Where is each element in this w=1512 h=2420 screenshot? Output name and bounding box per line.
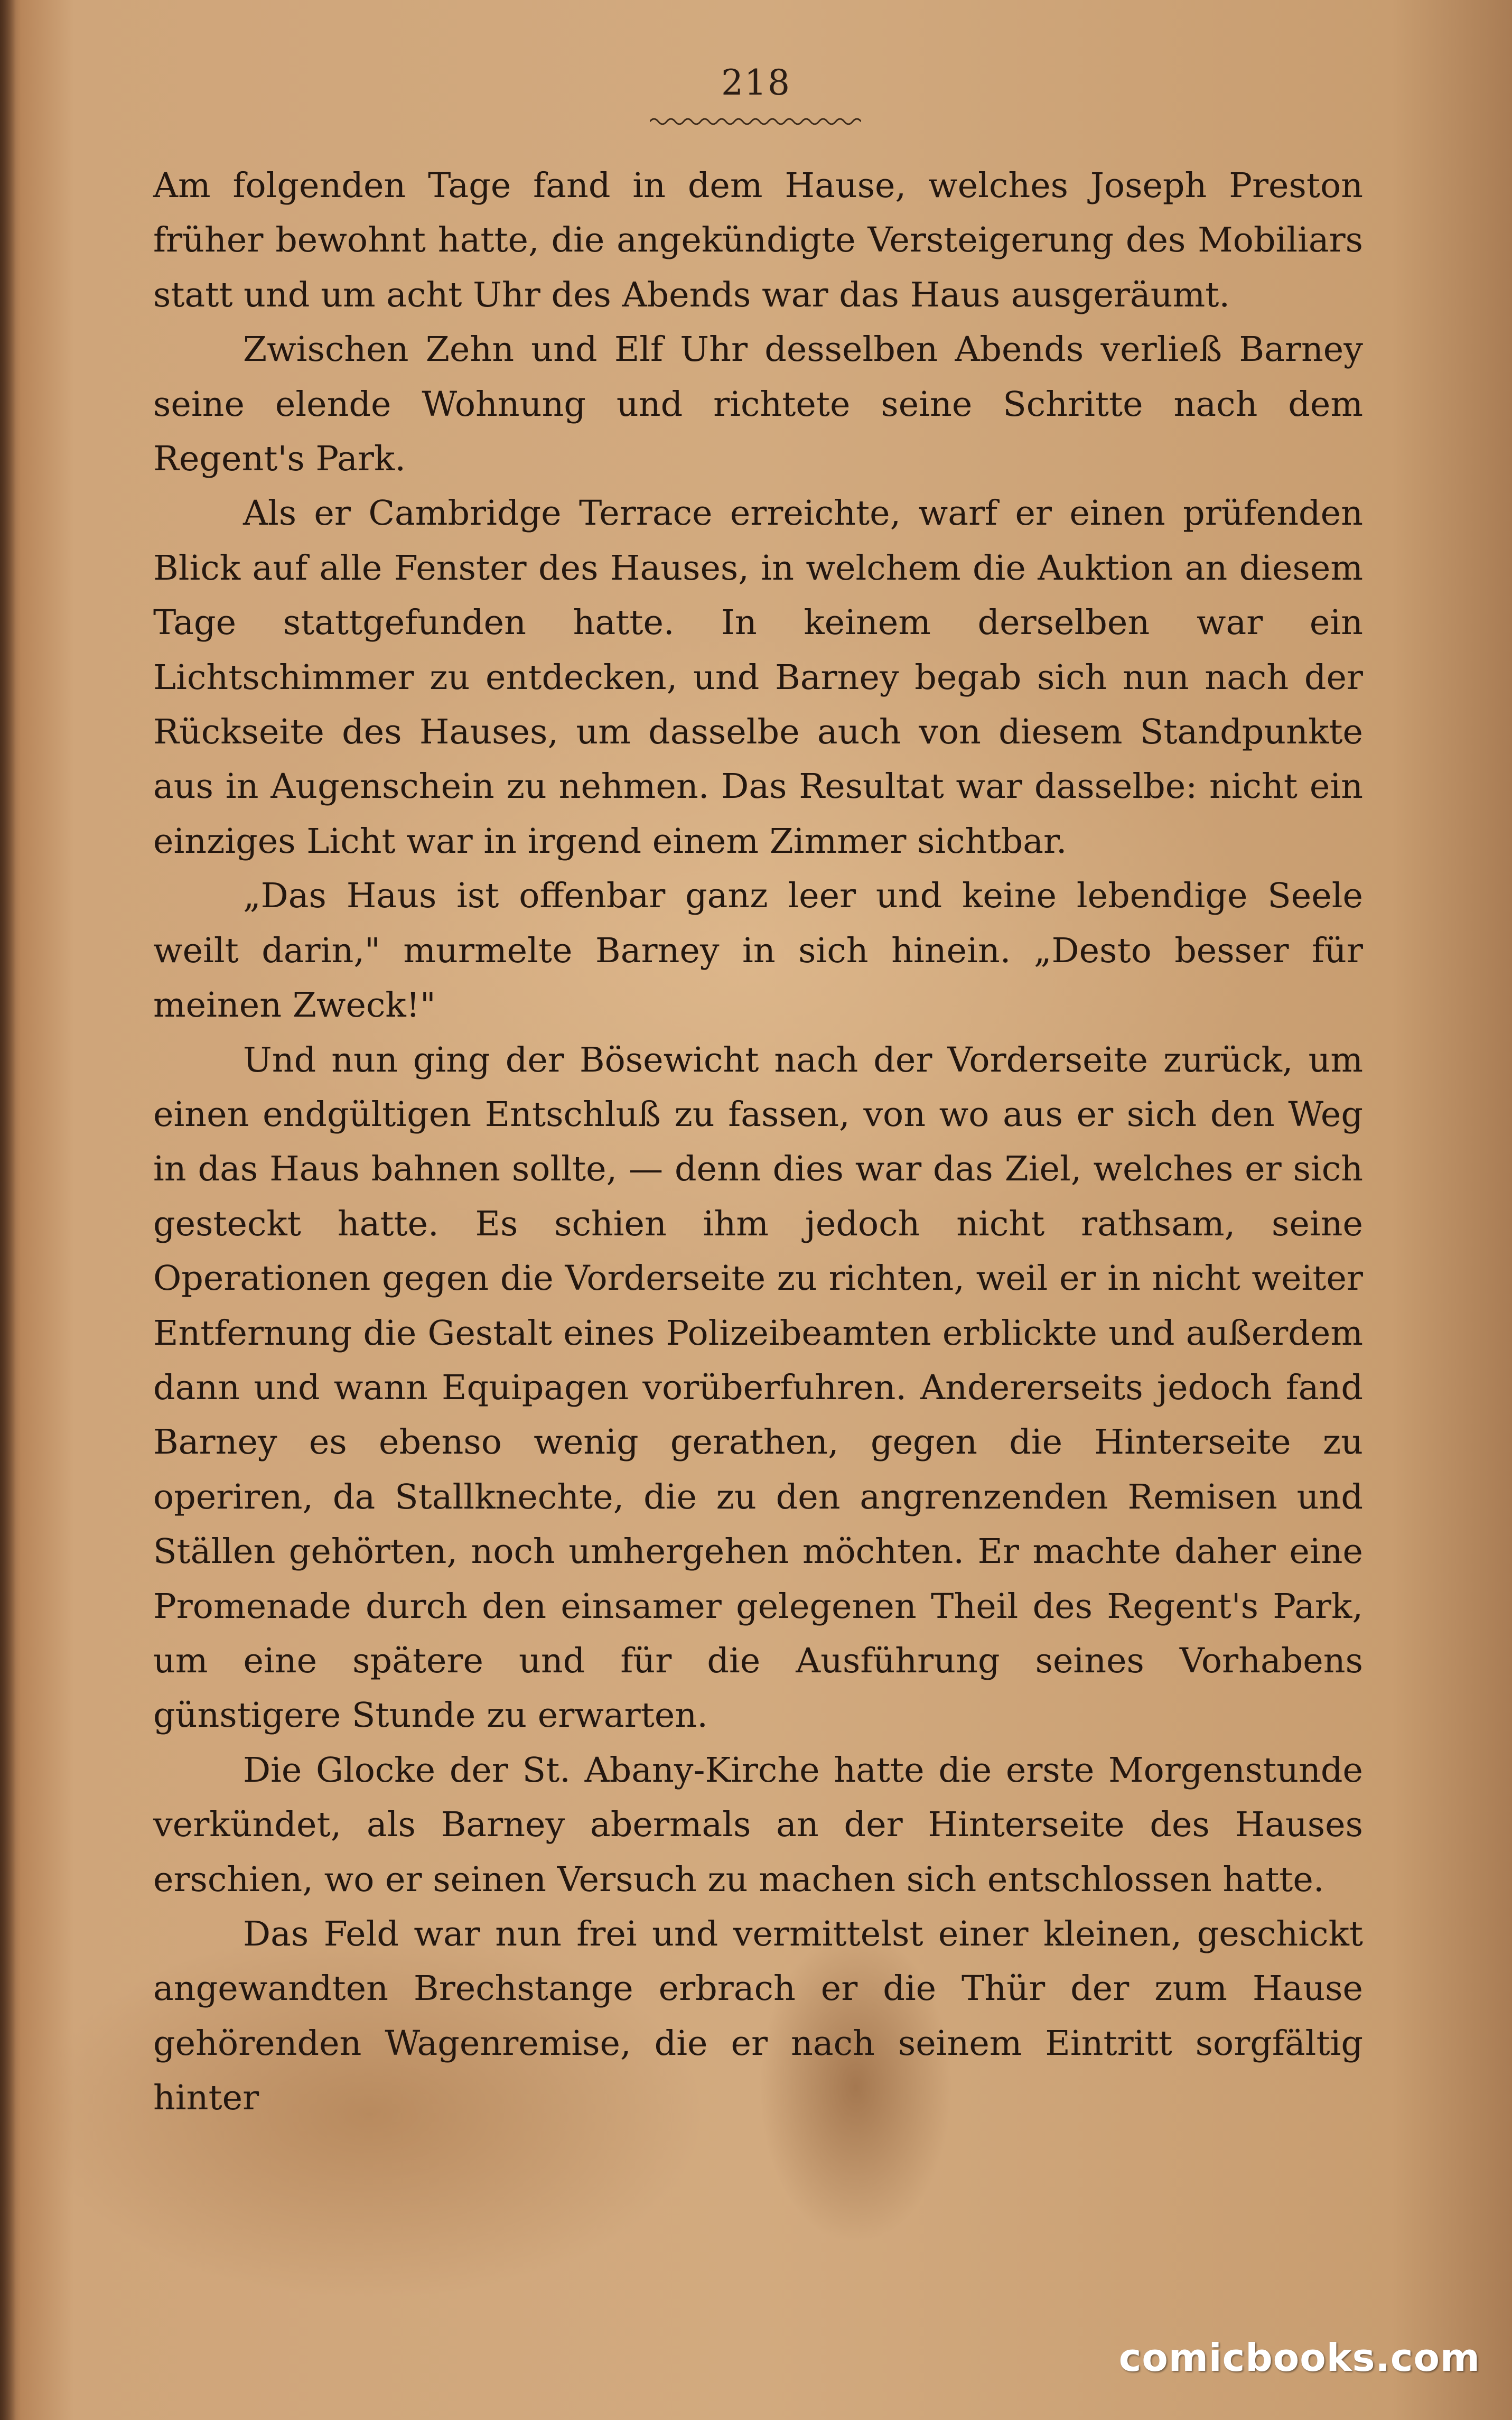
body-text — [153, 159, 1363, 2126]
watermark: comicbooks.com — [1118, 2335, 1480, 2380]
paragraph-1: Am folgenden Tage fand in dem Hause, welches Joseph Preston früher bewohnt hatte, die angekündigte Versteigerung des Mobiliars statt und um acht Uhr des Abends war das Haus ausgeräumt. — [153, 166, 1363, 315]
paragraph-5: Und nun ging der Bösewicht nach der Vorderseite zurück, um einen endgültigen Entschluß zu fassen, von wo aus er sich den Weg in das Haus bahnen sollte, — denn dies war das Ziel, welches er sich gesteckt hatte. Es schien ihm jedoch nicht rathsam, seine Operationen gegen die Vorderseite zu richten, weil er in nicht weiter Entfernung die Gestalt eines Polizeibeamten erblickte und außerdem dann und wann Equipagen vorüberfuhren. Andererseits jedoch fand Barney es ebenso wenig gerathen, gegen die Hinterseite zu operiren, da Stallknechte, die zu den angrenzenden Remisen und Ställen gehörten, noch umhergehen möchten. Er machte daher eine Promenade durch den einsamer gelegenen Theil des Regent's Park, um eine spätere und für die Ausführung seines Vorhabens günstigere Stunde zu erwarten. — [153, 1040, 1363, 1736]
page-number-ornament — [650, 115, 861, 131]
page-number: 218 — [721, 62, 791, 103]
paragraph-2: Zwischen Zehn und Elf Uhr desselben Abends verließ Barney seine elende Wohnung und richtete seine Schritte nach dem Regent's Park. — [153, 330, 1363, 479]
paragraph-6: Die Glocke der St. Abany-Kirche hatte die erste Morgenstunde verkündet, als Barney abermals an der Hinterseite des Hauses erschien, wo er seinen Versuch zu machen sich entschlossen hatte. — [153, 1750, 1363, 1900]
page-binding-shadow — [0, 0, 16, 2420]
paragraph-4: „Das Haus ist offenbar ganz leer und keine lebendige Seele weilt darin," murmelte Barney in sich hinein. „Desto besser für meinen Zweck!" — [153, 876, 1363, 1026]
paragraph-7: Das Feld war nun frei und vermittelst einer kleinen, geschickt angewandten Brechstange erbrach er die Thür der zum Hause gehörenden Wagenremise, die er nach seinem Eintritt sorgfältig hinter — [153, 1914, 1363, 2118]
paragraph-3: Als er Cambridge Terrace erreichte, warf er einen prüfenden Blick auf alle Fenster des Hauses, in welchem die Auktion an diesem Tage stattgefunden hatte. In keinem derselben war ein Lichtschimmer zu entdecken, und Barney begab sich nun nach der Rückseite des Hauses, um dasselbe auch von diesem Standpunkte aus in Augenschein zu nehmen. Das Resultat war dasselbe: nicht ein einziges Licht war in irgend einem Zimmer sichtbar. — [153, 494, 1363, 861]
